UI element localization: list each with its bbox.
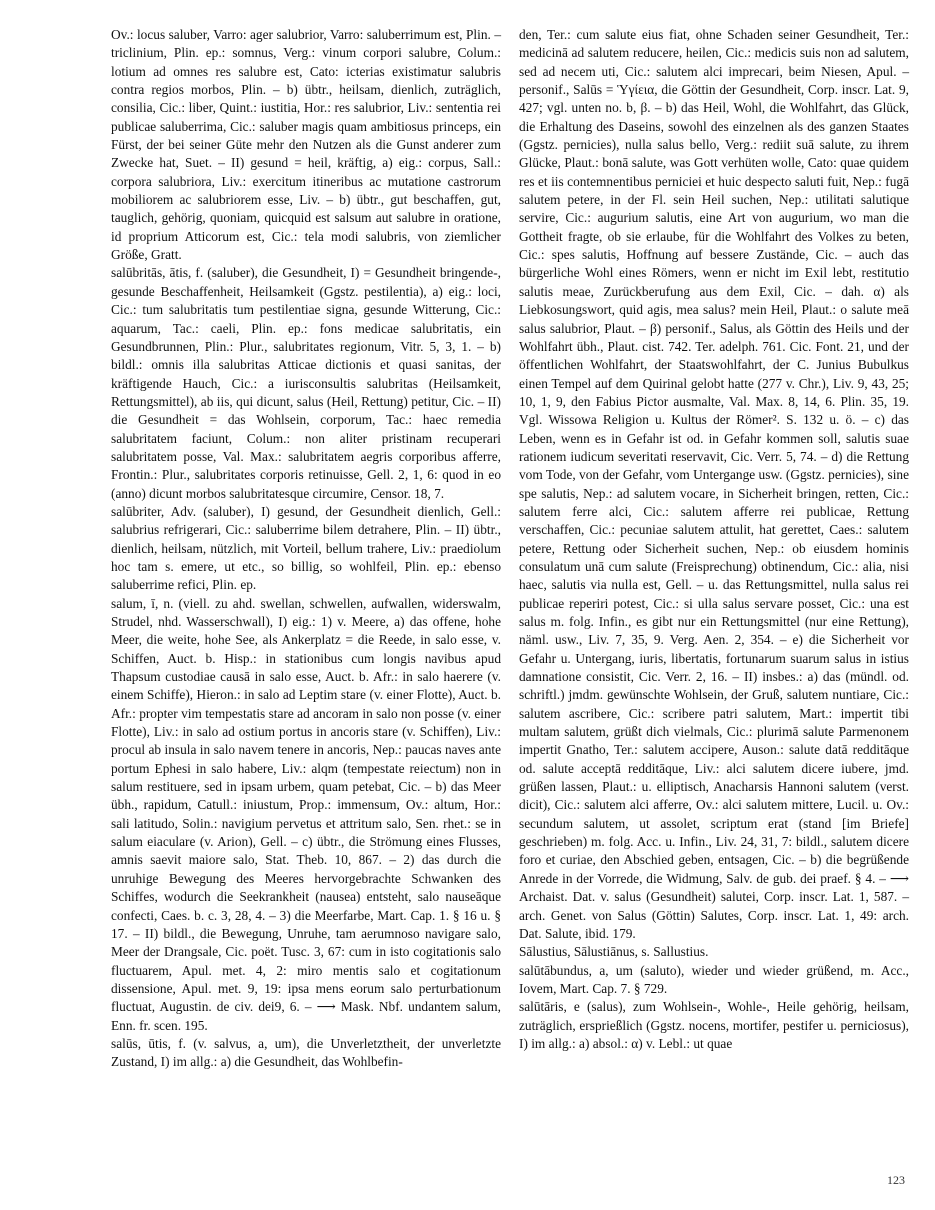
entry-salutabundus: salūtābundus, a, um (saluto), wieder und wieder grüßend, m. Acc., Iovem, Mart. Cap. 7. § 729. (519, 962, 909, 996)
entry-salubriter: salūbriter, Adv. (saluber), I) gesund, der Gesundheit dienlich, Gell.: salubrius refrigerari, Cic.: saluberrime bilem detrahere, Plin. – II) übtr., dienlich, heilsam, nützlich, mit Vorteil, bellum trahere, Liv.: praediolum hoc tam s. emere, ut etc., so billig, so wohlfeil, Plin. ep.: ebenso saluberrime refici, Plin. ep. (111, 503, 501, 593)
right-column (519, 26, 909, 1053)
entry-salubritas: salūbritās, ātis, f. (saluber), die Gesundheit, I) = Gesundheit bringende-, gesunde Beschaffenheit, Heilsamkeit (Ggstz. pestilentia), a) eig.: loci, Cic.: tum salubritatis tum pestilentiae signa, gesunde Witterung, Cic.: aquarum, Tac.: caeli, Plin. ep.: fons medicae salubritatis, ein Gesundbrunnen, Plin.: Plur., salubritates regionum, Vitr. 5, 3, 1. – b) bildl.: omnis illa salubritas Atticae dictionis et quasi sanitas, der kräftigende Hauch, Cic.: a iurisconsultis salubritas (Heilsamkeit, Rettungsmittel), ab iis, qui dicunt, salus (Heil, Rettung) petitur, Cic. – II) die Gesundheit = das Wohlsein, corporum, Tac.: haec remedia salubritatem faciunt, Colum.: non aliter pristinam recuperari salubritatem posse, Val. Max.: salubritatem aegris corporibus afferre, Frontin.: Plur., salubritates corporis retinuisse, Gell. 2, 1, 6: quod in eo (anno) dicunt morbos salubritatesque circumire, Censor. 18, 7. (111, 265, 501, 501)
entry-salutaris: salūtāris, e (salus), zum Wohlsein-, Wohle-, Heile gehörig, heilsam, zuträglich, ersprießlich (Ggstz. nocens, mortifer, pestifer u. perniciosus), I) im allg.: a) absol.: α) v. Lebl.: ut quae (519, 999, 909, 1051)
left-column (111, 26, 501, 1072)
entry-saluber-continued: Ov.: locus saluber, Varro: ager salubrior, Varro: saluberrimum est, Plin. – triclinium, Plin. ep.: somnus, Verg.: vinum corpori salubre, Colum.: lotium ad omnes res salubre est, Cato: icterias existimatur salubris contra regios morbos, Plin. – b) übtr., heilsam, dienlich, zuträglich, consilia, Cic.: liber, Quint.: iustitia, Hor.: res salubrior, Liv.: sententia rei publicae saluberrima, Cic.: saluber magis quam ambitiosus princeps, ein Fürst, der bei seiner Güte mehr den Nutzen als die Gunst anderer zum Zwecke hat, Suet. – II) gesund = heil, kräftig, a) eig.: corpus, Sall.: corpora salubriora, Liv.: exercitum itineribus ac mutatione castrorum mobiliorem ac salubriorem esse, Liv. – b) übtr., gut beschaffen, gut, tauglich, gehörig, quoniam, quicquid est salsum aut salubre in oratione, id proprium Atticorum est, Cic.: tela modi salubris, von ziemlicher Größe, Gratt. (111, 27, 501, 263)
page-number: 123 (887, 1173, 905, 1187)
entry-salus-continued: den, Ter.: cum salute eius fiat, ohne Schaden seiner Gesundheit, Ter.: medicinā ad salutem reducere, heilen, Cic.: medicis suis non ad salutem, sed ad necem uti, Cic.: salutem alci imprecari, beim Niesen, Apul. – personif., Salūs = Ὑγίεια, die Göttin der Gesundheit, Corp. inscr. Lat. 9, 427; vgl. unten no. b, β. – b) das Heil, Wohl, die Wohlfahrt, das Glück, die Erhaltung des Daseins, sowohl des einzelnen als des ganzen Staates (Ggstz. pernicies), nulla salus bello, Verg.: rediit suā salute, zu ihrem Glücke, Plaut.: bonā salute, was Gott verhüten wolle, Cato: quae quidem res et iis contemnentibus perniciei et huic despecto saluti fuit, Nep.: fugā salutem petere, in der Fl. sein Heil suchen, Nep.: utilitati salutique servire, Cic.: augurium salutis, eine Art von augurium, wo man die Gottheit fragte, ob sie erlaube, für die Wohlfahrt des Volkes zu beten, Cic.: spes salutis, Hoffnung auf bessere Zustände, Cic. – auch das bürgerliche Wohl eines Römers, wenn er nicht im Exil lebt, restitutio salutis meae, Zurückberufung aus dem Exil, Cic. – dah. α) als Liebkosungswort, quid agis, mea salus? mein Heil, Plaut.: o salute meā salus salubrior, Plaut. – β) personif., Salus, als Göttin des Heils und der Wohlfahrt übh., Plaut. cist. 742. Ter. adelph. 761. Cic. Font. 21, und der öffentlichen Wohlfahrt, der Staatswohlfahrt, der C. Junius Bubulkus einen Tempel auf dem Quirinal gelobt hatte (277 v. Chr.), Liv. 9, 43, 25; 10, 1, 9, den Fabius Pictor ausmalte, Val. Max. 8, 14, 6. Plin. 35, 19. Vgl. Wissowa Religion u. Kultus der Römer². S. 132 u. ö. – c) das Leben, wenn es in Gefahr ist od. in Gefahr kommen soll, salutis suae rationem iudicum severitati reservavit, Cic. Verr. 5, 74. – d) die Rettung vom Tode, von der Gefahr, vom Untergange usw. (Ggstz. pernicies), sine spe salutis, Nep.: ad salutem vocare, in Sicherheit bringen, retten, Cic.: salutem ferre alci, Cic.: salutem afferre rei publicae, Rettung verschaffen, Cic.: pecuniae salutem attulit, hat gerettet, Caes.: salutem petere, Rettung oder Sicherheit suchen, Nep.: ob eiusdem hominis consulatum unā cum salute (Freisprechung) obtinendum, Cic.: alia, nisi haec, salutis via nulla est, Gell. – u. das Rettungsmittel, nulla salus rei publicae reperiri potest, Cic.: si ulla salus servare posset, Cic.: una est salus m. folg. Infin., es gibt nur ein Rettungsmittel (nur eine Rettung), näml. usw., Liv. 7, 35, 9. Verg. Aen. 2, 354. – e) die Sicherheit vor Gefahr u. Untergang, iuris, libertatis, fortunarum suarum salus in istius damnatione consistit, Cic. Verr. 2, 16. – II) insbes.: a) das (mündl. od. schriftl.) jmdm. gewünschte Wohlsein, der Gruß, salutem nuntiare, Cic.: salutem ascribere, Cic.: scribere patri salutem, Mart.: impertit tibi multam salutem, grüßt dich vielmals, Cic.: plurimā salute Parmenonem impertit Gnatho, Ter.: salutem accipere, Auson.: salute datā redditāque od. salute acceptā redditāque, Liv.: alci salutem dicere iubere, jmd. grüßen lassen, Plaut.: u. elliptisch, Anacharsis Hannoni salutem (verst. dicit), Cic.: salutem alci afferre, Ov.: alci salutem mittere, Lucil. u. Ov.: secundum salutem, ut assolet, scriptum erat (stand [im Briefe] geschrieben) m. folg. Acc. u. Infin., Liv. 24, 31, 7: bildl., salutem dicere foro et curiae, den Abschied geben, entsagen, Cic. – b) die begrüßende Anrede in der Vorrede, die Widmung, Salv. de gub. dei praef. § 4. – ⟶ Archaist. Dat. v. salus (Gesundheit) salutei, Corp. inscr. Lat. 1, 587. – arch. Genet. von Salus (Göttin) Salutes, Corp. inscr. Lat. 1, 49: arch. Dat. Salute, ibid. 179. (519, 27, 909, 941)
entry-salustius: Sālustius, Sālustiānus, s. Sallustius. (519, 944, 709, 960)
entry-salum: salum, ī, n. (viell. zu ahd. swellan, schwellen, aufwallen, widerswalm, Strudel, nhd. Wasserschwall), I) eig.: 1) v. Meere, a) das offene, hohe Meer, die weite, hohe See, als Ankerplatz = die Reede, in salo esse, v. Schiffen, Auct. b. Hisp.: in stationibus cum longis navibus apud Thapsum custodiae causā in salo esse, Auct. b. Afr.: in salo haerere (v. einem Schiffe), Hieron.: in salo ad Leptim stare (v. einer Flotte), Auct. b. Afr.: propter vim tempestatis stare ad ancoram in salo non posse (v. einer Flotte), Liv.: in salo ad ostium portus in ancoris stare (v. Schiffen), Liv.: procul ab insula in salo navem tenere in ancoris, Nep.: paucas naves ante portum Ephesi in salo habere, Liv.: alqm (tempestate reiectum) non in salum restituere, sed in ipsam urbem, quam petebat, Cic. – b) das Meer übh., rapidum, Catull.: iniustum, Prop.: immensum, Ov.: altum, Hor.: sali latitudo, Solin.: navigium pervetus et attritum salo, Sen. rhet.: se in salum eiaculare (v. Arion), Gell. – c) übtr., die Strömung eines Flusses, amnis saevit maiore salo, Stat. Theb. 10, 867. – 2) das durch die unruhige Bewegung des Meeres hervorgebrachte Schwanken des Schiffes, wodurch die Seekrankheit (nausea) entsteht, salo nauseāque confecti, Caes. b. c. 3, 28, 4. – 3) die Meerfarbe, Mart. Cap. 1. § 16 u. § 17. – II) bildl., die Bewegung, Unruhe, tam aerumnoso navigare salo, Meer der Drangsale, Cic. poët. Tusc. 3, 67: cum in isto cogitationis salo fluctuarem, Apul. met. 4, 2: miro mentis salo et cogitationum dissensione, Apul. met. 9, 19: ipsa mens eorum salo perturbationum fluctuat, Augustin. de civ. dei9, 6. – ⟶ Mask. Nbf. undantem salum, Enn. fr. scen. 195. (111, 595, 501, 1033)
entry-salus-start: salūs, ūtis, f. (v. salvus, a, um), die Unverletztheit, der unverletzte Zustand, I) im allg.: a) die Gesundheit, das Wohlbefin- (111, 1035, 501, 1070)
